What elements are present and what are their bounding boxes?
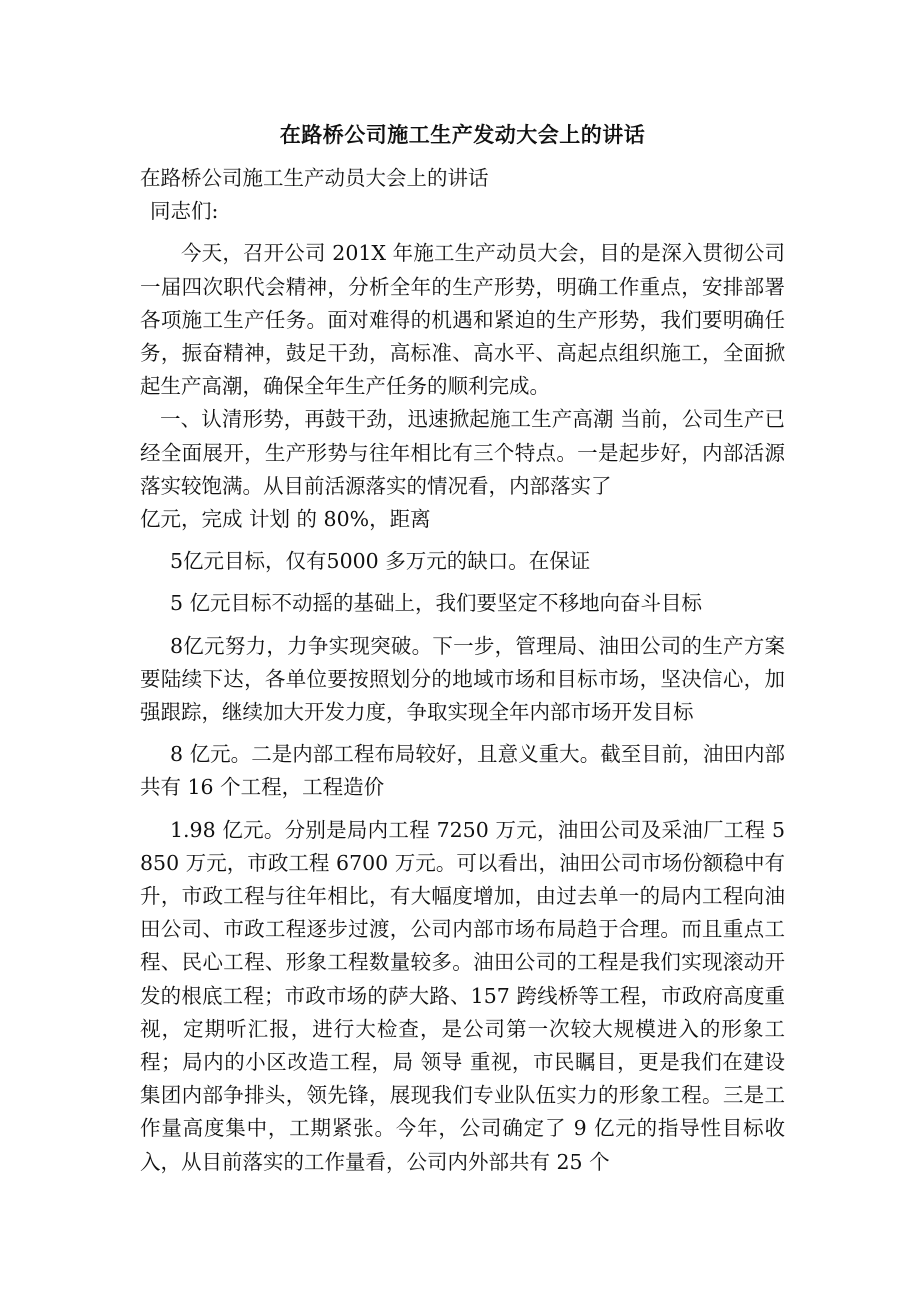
greeting: 同志们:	[150, 199, 219, 224]
paragraph-body: 8亿元努力，力争实现突破。下一步，管理局、油田公司的生产方案 要陆续下达，各单位要按照划分的地域市场和目标市场，坚决信心，加强跟踪，继续加大开发力度，争取实现全年内部市场开发目标	[140, 633, 785, 725]
paragraph-fragment: 5 亿元目标不动摇的基础上，我们要坚定不移地向奋斗目标	[170, 591, 703, 616]
document-subtitle: 在路桥公司施工生产动员大会上的讲话	[140, 166, 489, 190]
paragraph-body: 1.98 亿元。分别是局内工程 7250 万元，油田公司及采油厂工程 5850 万元，市政工程 6700 万元。可以看出，油田公司市场份额稳中有升，市政工程与往年相比，有大幅度增加，由过去单一的局内工程向油田公司、市政工程逐步过渡，公司内部市场布局趋于合理。而且重点工程、民心工程、形象工程数量较多。油田公司的工程是我们实现滚动开发的根底工程；市政市场的萨大路、157 跨线桥等工程，市政府高度重视，定期听汇报，进行大检查，是公司第一次较大规模进入的形象工程；局内的小区改造工程，局 领导 重视，市民瞩目，更是我们在建设集团内部争排头，领先锋，展现我们专业队伍实力的形象工程。三是工作量高度集中，工期紧张。今年，公司确定了 9 亿元的指导性目标收入，从目前落实的工作量看，公司内外部共有 25 个	[140, 817, 785, 1174]
paragraph-fragment: 5亿元目标，仅有5000 多万元的缺口。在保证	[170, 549, 591, 574]
document-title: 在路桥公司施工生产发动大会上的讲话	[279, 123, 646, 147]
paragraph-section-one: 一、认清形势，再鼓干劲，迅速掀起施工生产高潮 当前，公司生产已经全面展开，生产形势与往年相比有三个特点。一是起步好，内部活源落实较饱满。从目前活源落实的情况看，内部落实了	[140, 407, 785, 498]
document-page	[140, 118, 785, 1179]
paragraph-intro: 今天，召开公司 201X 年施工生产动员大会，目的是深入贯彻公司一届四次职代会精神，分析全年的生产形势，明确工作重点，安排部署各项施工生产任务。面对难得的机遇和紧迫的生产形势，我们要明确任务，振奋精神，鼓足干劲，高标准、高水平、高起点组织施工，全面掀起生产高潮，确保全年生产任务的顺利完成。	[140, 241, 785, 399]
paragraph-body: 8 亿元。二是内部工程布局较好，且意义重大。截至目前，油田内部共有 16 个工程，工程造价	[140, 742, 785, 800]
paragraph-fragment: 亿元，完成 计划 的 80%，距离	[140, 507, 431, 532]
